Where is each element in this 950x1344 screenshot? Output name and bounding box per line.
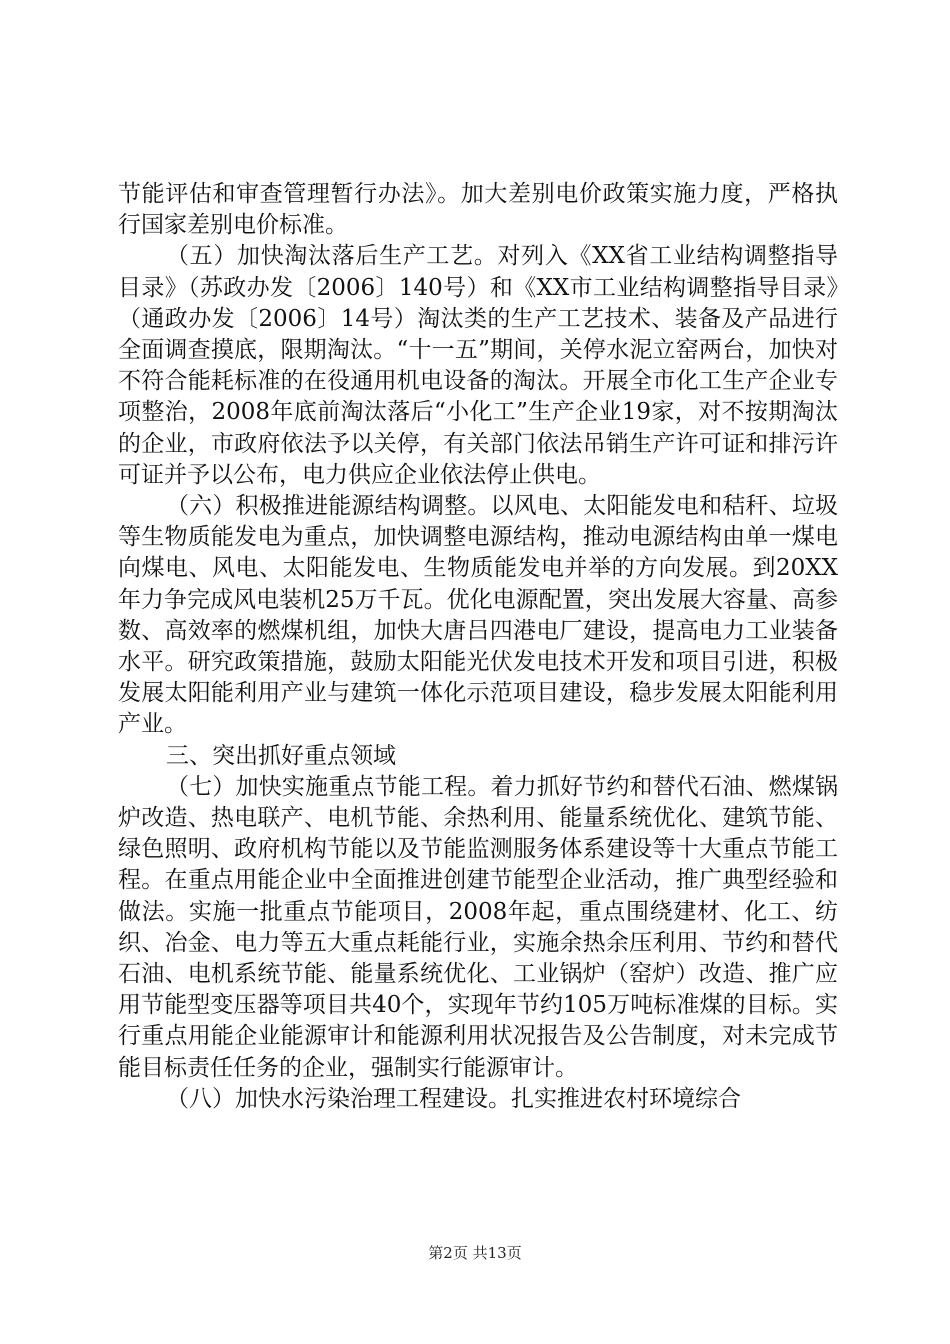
paragraph-section-8: （八）加快水污染治理工程建设。扎实推进农村环境综合 [166, 1085, 741, 1112]
paragraph-section-5: （五）加快淘汰落后生产工艺。对列入《XX省工业结构调整指导目录》（苏政办发〔2006〕140号）和《XX市工业结构调整指导目录》（通政办发〔2006〕14号）淘汰类的生产工艺技术、装备及产品进行全面调查摸底，限期淘汰。“十一五”期间，关停水泥立窑两台，加快对不符合能耗标准的在役通用机电设备的淘汰。开展全市化工生产企业专项整治，2008年底前淘汰落后“小化工”生产企业19家，对不按期淘汰的企业，市政府依法予以关停，有关部门依法吊销生产许可证和排污许可证并予以公布，电力供应企业依法停止供电。 [118, 243, 838, 488]
page-number-label: 第2页 共13页 [428, 1244, 522, 1262]
paragraph-section-6: （六）积极推进能源结构调整。以风电、太阳能发电和秸秆、垃圾等生物质能发电为重点，加快调整电源结构，推动电源结构由单一煤电向煤电、风电、太阳能发电、生物质能发电并举的方向发展。到20XX年力争完成风电装机25万千瓦。优化电源配置，突出发展大容量、高参数、高效率的燃煤机组，加快大唐吕四港电厂建设，提高电力工业装备水平。研究政策措施，鼓励太阳能光伏发电技术开发和项目引进，积极发展太阳能利用产业与建筑一体化示范项目建设，稳步发展太阳能利用产业。 [118, 493, 838, 738]
section-heading-3: 三、突出抓好重点领域 [166, 742, 396, 769]
page-footer [0, 1243, 950, 1263]
document-body [118, 179, 838, 1115]
paragraph-continuation: 节能评估和审查管理暂行办法》。加大差别电价政策实施力度，严格执行国家差别电价标准。 [118, 181, 838, 239]
paragraph-section-7: （七）加快实施重点节能工程。着力抓好节约和替代石油、燃煤锅炉改造、热电联产、电机节能、余热利用、能量系统优化、建筑节能、绿色照明、政府机构节能以及节能监测服务体系建设等十大重点节能工程。在重点用能企业中全面推进创建节能型企业活动，推广典型经验和做法。实施一批重点节能项目，2008年起，重点围绕建材、化工、纺织、冶金、电力等五大重点耗能行业，实施余热余压利用、节约和替代石油、电机系统节能、能量系统优化、工业锅炉（窑炉）改造、推广应用节能型变压器等项目共40个，实现年节约105万吨标准煤的目标。实行重点用能企业能源审计和能源利用状况报告及公告制度，对未完成节能目标责任任务的企业，强制实行能源审计。 [118, 773, 838, 1081]
